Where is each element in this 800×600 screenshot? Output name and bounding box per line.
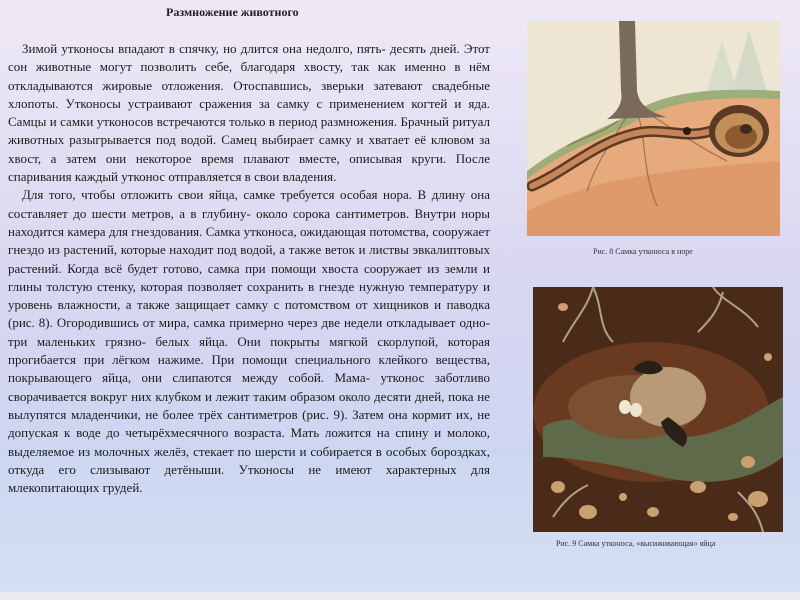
figure-caption: Рис. 9 Самка утконоса, «высиживающая» яйца: [556, 539, 716, 548]
incubation-drawing: [533, 287, 783, 532]
burrow-drawing: [527, 21, 780, 236]
paragraph-nesting: Для того, чтобы отложить свои яйца, самке требуется особая нора. В длину она составляет до шести метров, а в глубину- около сорока сантиметров. Внутри норы находится камера для гнездования. Самка утконоса, ожидающая потомства, сооружает гнездо из растений, которые находит под водой, а также веток и листвы эвкалиптовых растений. Когда всё будет готово, самка при помощи хвоста сооружает из земли и глины толстую стенку, которая позволяет сохранить в гнезде нужную температуру и уровень влажности, а также защищает самку с потомством от хищников и паводка (рис. 8). Огородившись от мира, самка примерно через две недели откладывает одно- три маленьких грязно- белых яйца. Они покрыты мягкой скорлупой, которая прогибается при лёгком нажиме. При помощи специального клейкого вещества, покрывающего яйца, они слипаются между собой. Мама- утконос заботливо сворачивается вокруг них клубком и лежит таким образом около десяти дней, пока не вылупятся младенчики, не более трёх сантиметров (рис. 9). Затем она кормит их, не допуская к воде до четырёхмесячного возраста. Мать ложится на спину и молоко, выделяемое из молочных желёз, стекает по шерсти и собирается в особых бороздках, откуда его слизывают детёныши. Утконосы не имеют характерных для млекопитающих грудей.: [8, 187, 490, 496]
page-title: Размножение животного: [166, 5, 299, 19]
footer-strip: [0, 592, 800, 600]
figure-caption: Рис. 8 Самка утконоса в норе: [593, 247, 693, 256]
figure-burrow-illustration: [527, 21, 780, 236]
figure-incubation-illustration: [533, 287, 783, 532]
body-text: [8, 40, 490, 497]
paragraph-hibernation: Зимой утконосы впадают в спячку, но длится она недолго, пять- десять дней. Этот сон животные могут позволить себе, благодаря хвосту, так как именно в нём откладываются жировые отложения. Отоспавшись, зверьки затевают свадебные хлопоты. Утконосы устраивают сражения за самку с применением когтей и яда. Самцы и самки утконосов встречаются только в период размножения. Брачный ритуал животных разыгрывается под водой. Самец выбирает самку и хватает её клювом за хвост, а затем они некоторое время плавают вместе, описывая круги. После спаривания каждый утконос отправляется в свои владения.: [8, 41, 490, 185]
